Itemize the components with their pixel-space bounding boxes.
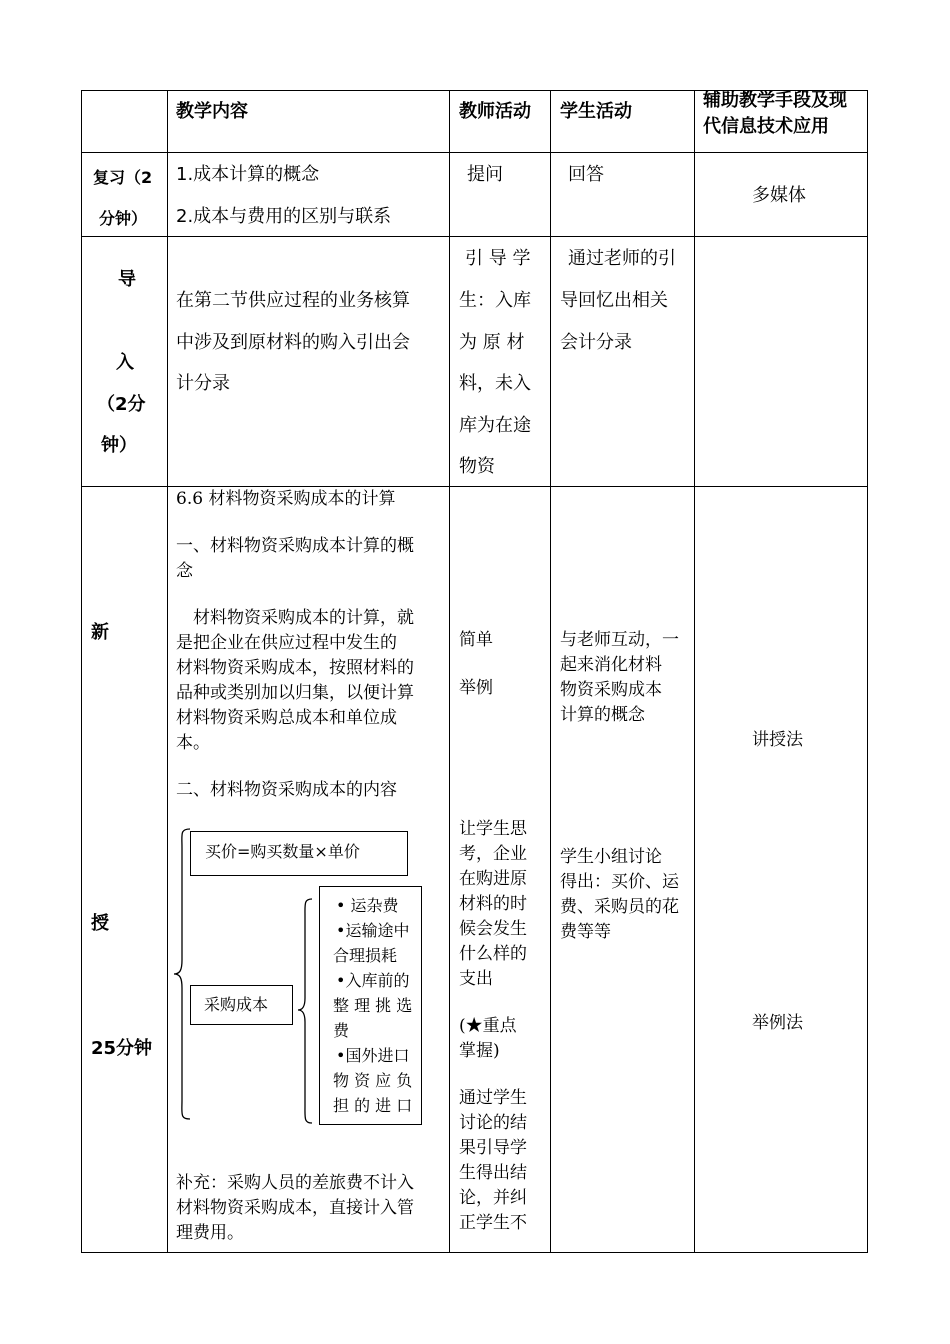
- items-box: [319, 886, 422, 1125]
- teacher-d-line: 通过学生: [459, 1088, 527, 1108]
- price-box-label: 买价=购买数量×单价: [205, 842, 360, 861]
- review-label-line1: 复习（2: [93, 168, 153, 187]
- items-line: 整 理 挑 选: [333, 996, 413, 1015]
- supplement-line: 补充：采购人员的差旅费不计入: [176, 1173, 414, 1193]
- teacher-d-line: 讨论的结: [459, 1113, 527, 1133]
- inner-brace-icon: [296, 898, 314, 1124]
- items-line: •运输途中: [336, 921, 410, 940]
- intro-student-line: 通过老师的引: [568, 248, 676, 269]
- student-a-line: 物资采购成本: [560, 680, 662, 700]
- intro-content-line: 中涉及到原材料的购入引出会: [176, 332, 410, 353]
- teacher-b-line: 考，企业: [459, 844, 527, 864]
- intro-teacher-line: 引 导 学: [465, 248, 531, 269]
- heading1-line: 念: [176, 561, 193, 581]
- intro-teacher-line: 生：入库: [459, 290, 531, 311]
- items-line: 担 的 进 口: [333, 1096, 413, 1115]
- teacher-d-line: 论，并纠: [459, 1188, 527, 1208]
- intro-teacher-line: 库为在途: [459, 415, 531, 436]
- items-line: 费: [333, 1021, 350, 1040]
- teacher-b-line: 在购进原: [459, 869, 527, 889]
- header-aux-line1: 辅助教学手段及现: [703, 90, 847, 111]
- student-b-line: 学生小组讨论: [560, 847, 662, 867]
- paragraph-line: 是把企业在供应过程中发生的: [176, 633, 397, 653]
- intro-student-line: 导回忆出相关: [560, 290, 668, 311]
- review-aux: 多媒体: [752, 185, 806, 206]
- header-teacher: 教师活动: [459, 101, 531, 122]
- paragraph-line: 本。: [176, 733, 210, 753]
- teacher-a-line: 简单: [459, 630, 493, 650]
- intro-teacher-line: 物资: [459, 456, 495, 477]
- paragraph-line: 材料物资采购成本的计算，就: [176, 608, 414, 628]
- aux-method-b: 举例法: [752, 1013, 803, 1033]
- cost-box: [190, 985, 293, 1025]
- heading1-line: 一、材料物资采购成本计算的概: [176, 536, 414, 556]
- items-line: • 运杂费: [336, 896, 399, 915]
- student-a-line: 与老师互动，一: [560, 630, 679, 650]
- teacher-d-line: 正学生不: [459, 1213, 527, 1233]
- intro-label-char1: 导: [118, 269, 136, 290]
- intro-label-char2: 入: [116, 352, 134, 373]
- intro-content-line: 在第二节供应过程的业务核算: [176, 290, 410, 311]
- review-content-1: 1.成本计算的概念: [176, 164, 320, 185]
- price-box: [190, 831, 408, 876]
- paragraph-line: 品种或类别加以归集，以便计算: [176, 683, 414, 703]
- review-content-2: 2.成本与费用的区别与联系: [176, 206, 392, 227]
- heading2: 二、材料物资采购成本的内容: [176, 780, 397, 800]
- teacher-c-line: (★重点: [459, 1016, 517, 1036]
- teacher-b-line: 什么样的: [459, 944, 527, 964]
- intro-content-line: 计分录: [176, 373, 230, 394]
- intro-teacher-line: 为 原 材: [459, 332, 525, 353]
- review-label-line2: 分钟）: [99, 209, 148, 228]
- newlesson-label-char1: 新: [91, 622, 109, 643]
- teacher-c-line: 掌握): [459, 1041, 500, 1061]
- teacher-b-line: 候会发生: [459, 919, 527, 939]
- header-student: 学生活动: [560, 101, 632, 122]
- teacher-b-line: 支出: [459, 969, 493, 989]
- teacher-a-line: 举例: [459, 678, 493, 698]
- newlesson-label-time: 25分钟: [91, 1038, 153, 1059]
- items-line: •入库前的: [336, 971, 410, 990]
- cost-box-label: 采购成本: [204, 995, 269, 1014]
- aux-method-a: 讲授法: [752, 730, 803, 750]
- items-line: 合理损耗: [333, 946, 398, 965]
- student-a-line: 计算的概念: [560, 705, 645, 725]
- review-teacher: 提问: [467, 164, 503, 185]
- outer-brace-icon: [172, 828, 192, 1120]
- teacher-b-line: 让学生思: [459, 819, 527, 839]
- intro-label-time2: 钟）: [101, 435, 137, 456]
- paragraph-line: 材料物资采购成本，按照材料的: [176, 658, 414, 678]
- intro-label-time1: （2分: [97, 394, 146, 415]
- section-title: 6.6 材料物资采购成本的计算: [176, 489, 396, 509]
- student-b-line: 得出：买价、运: [560, 872, 679, 892]
- paragraph-line: 材料物资采购总成本和单位成: [176, 708, 397, 728]
- teacher-b-line: 材料的时: [459, 894, 527, 914]
- student-a-line: 起来消化材料: [560, 655, 662, 675]
- teacher-d-line: 生得出结: [459, 1163, 527, 1183]
- student-b-line: 费、采购员的花: [560, 897, 679, 917]
- teacher-d-line: 果引导学: [459, 1138, 527, 1158]
- review-student: 回答: [568, 164, 604, 185]
- intro-student-line: 会计分录: [560, 332, 632, 353]
- header-aux-line2: 代信息技术应用: [703, 116, 829, 137]
- supplement-line: 材料物资采购成本，直接计入管: [176, 1198, 414, 1218]
- student-b-line: 费等等: [560, 922, 611, 942]
- items-line: •国外进口: [336, 1046, 410, 1065]
- intro-teacher-line: 料，未入: [459, 373, 531, 394]
- items-line: 物 资 应 负: [333, 1071, 413, 1090]
- header-content: 教学内容: [176, 101, 248, 122]
- supplement-line: 理费用。: [176, 1223, 244, 1243]
- newlesson-label-char2: 授: [91, 913, 109, 934]
